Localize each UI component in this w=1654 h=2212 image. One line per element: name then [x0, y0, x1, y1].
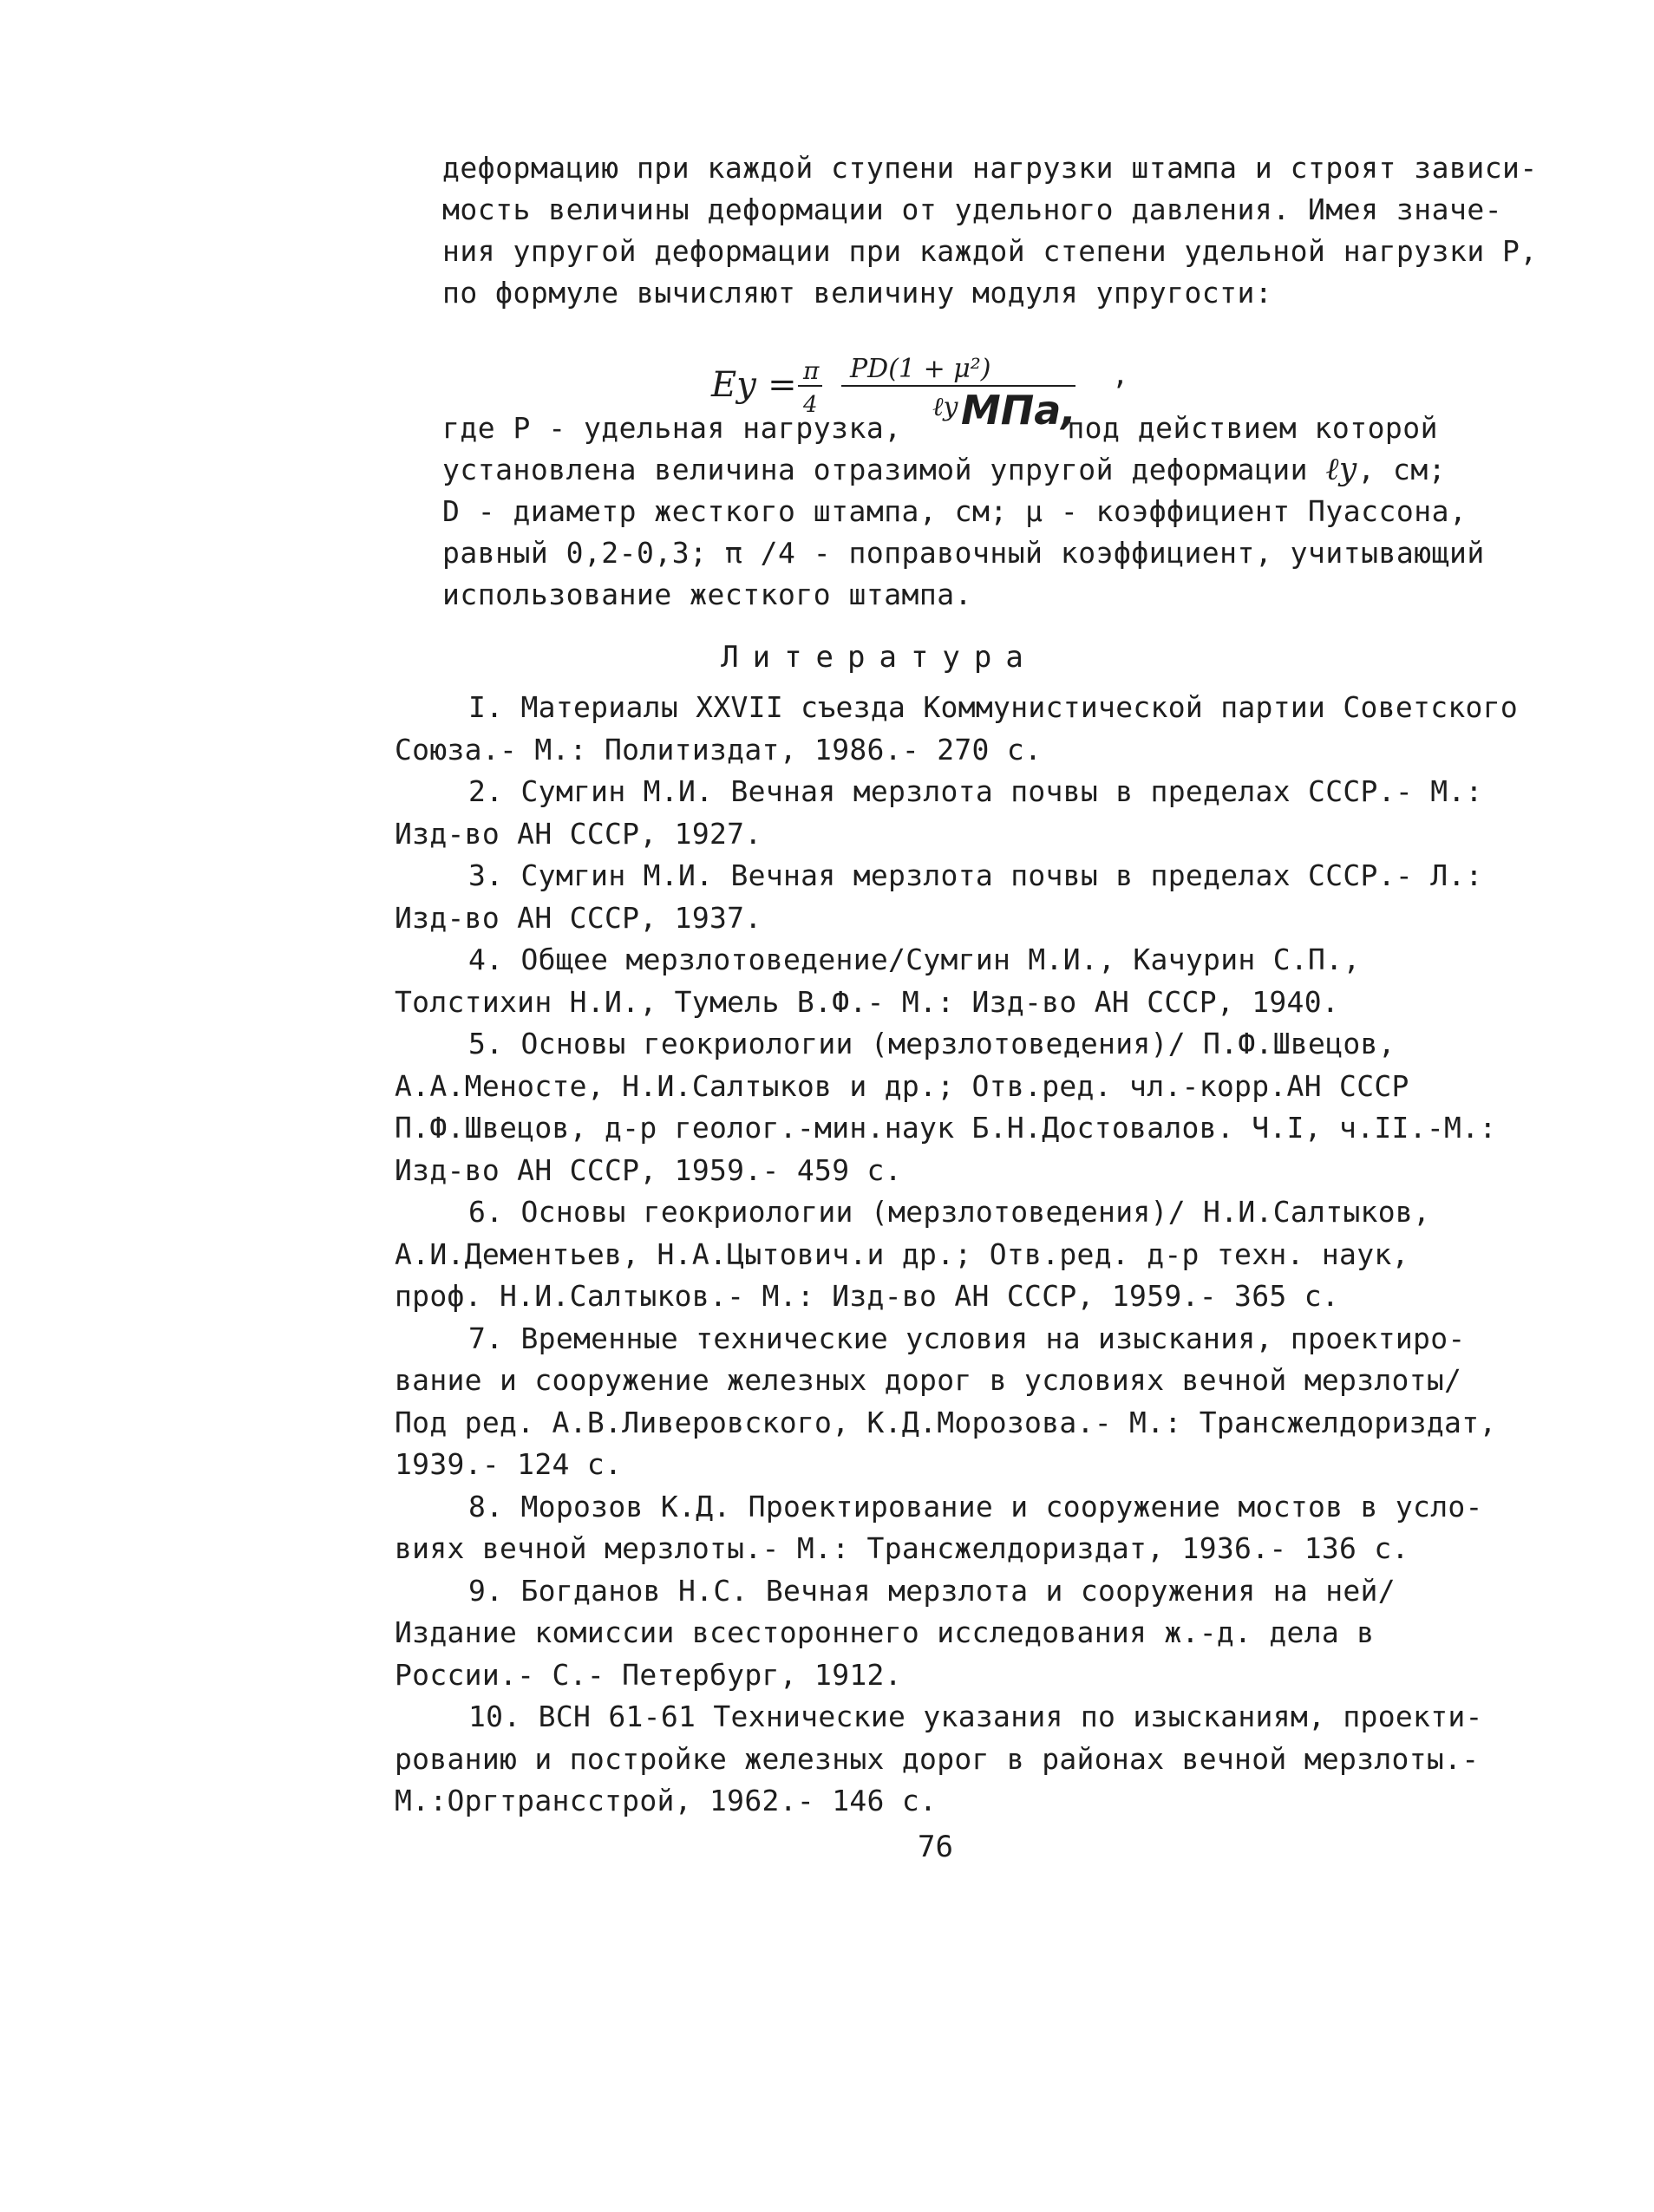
reference-first-line: I. Материалы XXVII съезда Коммунистической партии Советского	[468, 690, 1519, 724]
formula-coef-numerator: π	[803, 356, 820, 385]
deformation-symbol: ℓу	[1325, 452, 1358, 487]
intro-line-1: деформацию при каждой ступени нагрузки штампа и строят зависи-	[442, 151, 1538, 185]
reference-item	[395, 771, 1548, 855]
page-number: 76	[918, 1830, 953, 1864]
formula-coef-denominator: 4	[803, 392, 818, 418]
reference-continuation-line: вание и сооружение железных дорог в условиях вечной мерзлоты/	[395, 1363, 1462, 1397]
reference-continuation-line: П.Ф.Швецов, д-р геолог.-мин.наук Б.Н.Достовалов. Ч.I, ч.II.-М.:	[395, 1111, 1497, 1145]
reference-continuation-line: Изд-во АН СССР, 1937.	[395, 900, 762, 935]
intro-line-3: ния упругой деформации при каждой степени удельной нагрузки Р,	[442, 234, 1538, 268]
reference-first-line: 9. Богданов Н.С. Вечная мерзлота и сооружения на ней/	[468, 1573, 1396, 1608]
explanation-line-3: D - диаметр жесткого штампа, см; μ - коэффициент Пуассона,	[442, 494, 1468, 528]
explanation-line-4: равный 0,2-0,3; π /4 - поправочный коэффициент, учитывающий	[442, 536, 1485, 570]
reference-first-line: 3. Сумгин М.И. Вечная мерзлота почвы в пределах СССР.- Л.:	[468, 858, 1483, 892]
explanation-line-2-end: , см;	[1357, 453, 1447, 486]
reference-item	[395, 1318, 1548, 1486]
reference-item	[395, 1191, 1548, 1318]
handwritten-unit-mpa: МПа,	[961, 387, 1076, 434]
explanation-line-2	[442, 449, 1518, 491]
reference-item	[395, 939, 1548, 1023]
reference-continuation-line: Союза.- М.: Политиздат, 1986.- 270 с.	[395, 732, 1043, 767]
reference-item	[395, 855, 1548, 939]
reference-continuation-line: Под ред. А.В.Ливеровского, К.Д.Морозова.- М.: Трансжелдориздат,	[395, 1405, 1497, 1439]
reference-first-line: 6. Основы геокриологии (мерзлотоведения)/ Н.И.Салтыков,	[468, 1195, 1431, 1229]
reference-first-line: 4. Общее мерзлотоведение/Сумгин М.И., Качурин С.П.,	[468, 943, 1361, 976]
reference-first-line: 7. Временные технические условия на изыскания, проектиро-	[468, 1321, 1466, 1355]
formula-lhs: Eу =	[711, 365, 797, 405]
references-list	[395, 687, 1548, 1823]
formula-trailing-comma: ,	[1112, 358, 1129, 391]
reference-item	[395, 687, 1548, 771]
reference-continuation-line: М.:Оргтрансстрой, 1962.- 146 с.	[395, 1784, 938, 1817]
reference-item	[395, 1570, 1548, 1697]
reference-continuation-line: Толстихин Н.И., Тумель В.Ф.- М.: Изд-во АН СССР, 1940.	[395, 984, 1340, 1019]
reference-continuation-line: России.- С.- Петербург, 1912.	[395, 1657, 902, 1692]
reference-first-line: 8. Морозов К.Д. Проектирование и сооружение мостов в усло-	[468, 1489, 1483, 1524]
reference-continuation-line: рованию и постройке железных дорог в районах вечной мерзлоты.-	[395, 1741, 1480, 1776]
reference-continuation-line: Изд-во АН СССР, 1927.	[395, 816, 762, 851]
explanation-line-5: использование жесткого штампа.	[442, 577, 973, 611]
literature-heading: Литература	[721, 640, 1037, 675]
reference-item	[395, 1696, 1548, 1823]
reference-continuation-line: Издание комиссии всестороннего исследования ж.-д. дела в	[395, 1615, 1375, 1649]
reference-continuation-line: А.И.Дементьев, Н.А.Цытович.и др.; Отв.ред. д-р техн. наук,	[395, 1237, 1409, 1271]
formula-explanation	[442, 408, 1518, 616]
reference-item	[395, 1023, 1548, 1191]
formula-denominator: ℓу	[932, 392, 958, 422]
reference-continuation-line: Изд-во АН СССР, 1959.- 459 с.	[395, 1152, 902, 1187]
explanation-line-1-end: под действием которой	[1067, 411, 1439, 445]
intro-paragraph	[442, 147, 1538, 314]
reference-continuation-line: 1939.- 124 с.	[395, 1447, 623, 1481]
intro-line-4: по формуле вычисляют величину модуля упругости:	[442, 276, 1273, 310]
intro-line-2: мость величины деформации от удельного давления. Имея значе-	[442, 192, 1503, 226]
reference-item	[395, 1486, 1548, 1570]
reference-first-line: 2. Сумгин М.И. Вечная мерзлота почвы в пределах СССР.- М.:	[468, 774, 1483, 808]
formula-numerator: PD(1 + μ²)	[850, 354, 991, 384]
explanation-line-1-start: где Р - удельная нагрузка,	[442, 411, 902, 445]
reference-first-line: 10. ВСН 61-61 Технические указания по изысканиям, проекти-	[468, 1700, 1483, 1733]
explanation-line-2-start: установлена величина отразимой упругой деформации	[442, 453, 1309, 486]
reference-continuation-line: проф. Н.И.Салтыков.- М.: Изд-во АН СССР, 1959.- 365 с.	[395, 1279, 1340, 1313]
reference-first-line: 5. Основы геокриологии (мерзлотоведения)/ П.Ф.Швецов,	[468, 1027, 1396, 1060]
reference-continuation-line: А.А.Меносте, Н.И.Салтыков и др.; Отв.ред. чл.-корр.АН СССР	[395, 1068, 1409, 1103]
reference-continuation-line: виях вечной мерзлоты.- М.: Трансжелдориздат, 1936.- 136 с.	[395, 1531, 1409, 1565]
